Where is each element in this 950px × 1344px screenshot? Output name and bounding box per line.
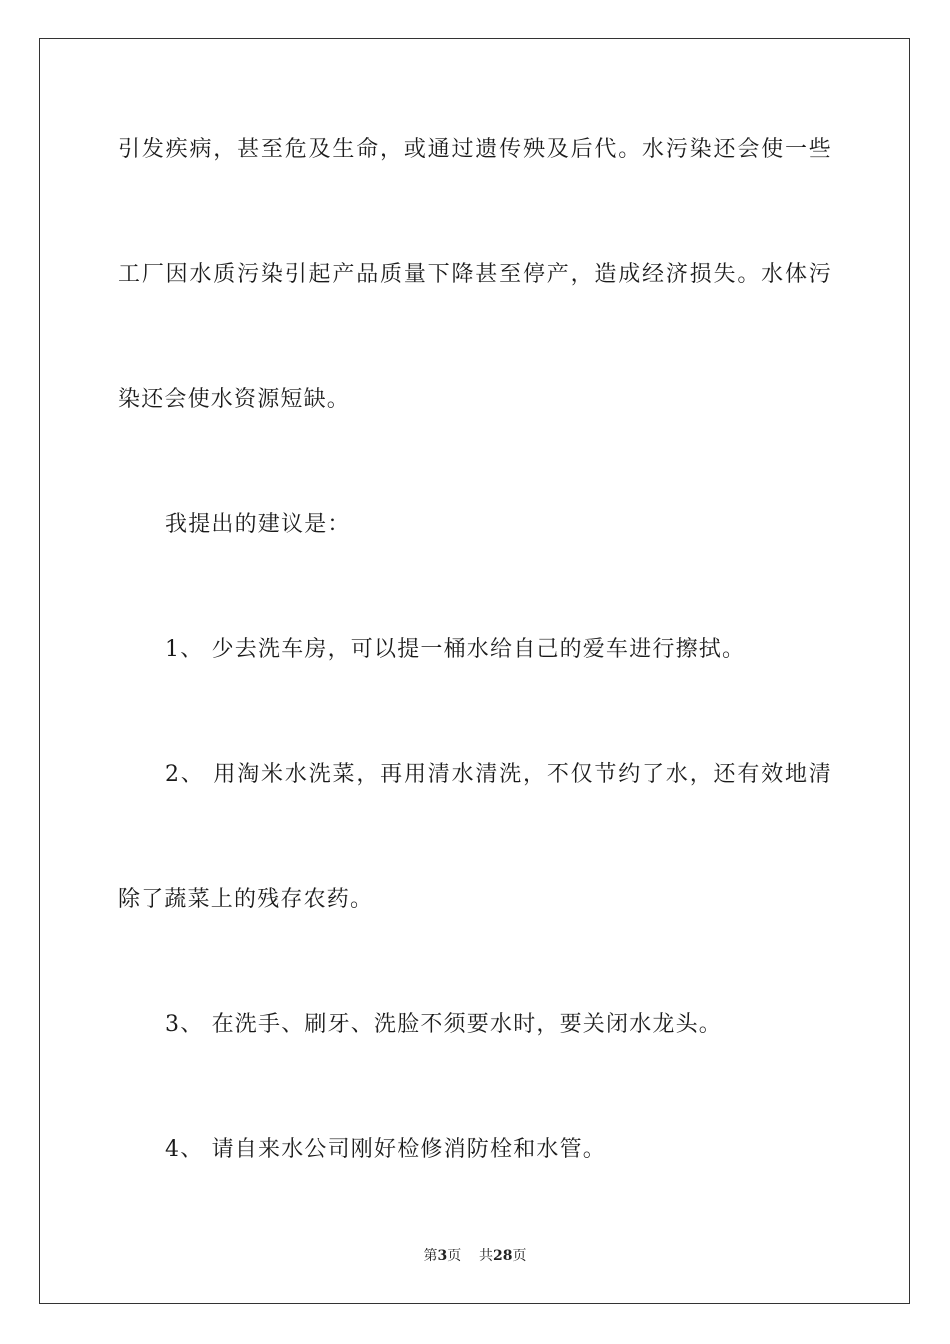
suggestion-item-2: 2、 用淘米水洗菜，再用清水清洗，不仅节约了水，还有效地清: [165, 762, 832, 787]
suggestion-item-4: 4、 请自来水公司刚好检修消防栓和水管。: [165, 1137, 606, 1162]
body-line-2: 工厂因水质污染引起产品质量下降甚至停产，造成经济损失。水体污: [118, 262, 832, 287]
page-border: [39, 38, 910, 1304]
total-suffix: 页: [512, 1248, 527, 1264]
total-pages: 28: [493, 1248, 513, 1264]
suggestion-item-2-continued: 除了蔬菜上的残存农药。: [118, 887, 374, 912]
suggestion-item-1: 1、 少去洗车房，可以提一桶水给自己的爱车进行擦拭。: [165, 637, 746, 662]
suggestion-heading: 我提出的建议是：: [165, 512, 351, 537]
suggestion-item-3: 3、 在洗手、刷牙、洗脸不须要水时，要关闭水龙头。: [165, 1012, 722, 1037]
page-number: 3: [437, 1248, 448, 1264]
total-prefix: 共: [479, 1248, 494, 1264]
body-line-1: 引发疾病，甚至危及生命，或通过遗传殃及后代。水污染还会使一些: [118, 137, 832, 162]
page-prefix: 第: [423, 1248, 438, 1264]
page-suffix: 页: [447, 1248, 462, 1264]
page-footer: [0, 1247, 950, 1265]
body-line-3: 染还会使水资源短缺。: [118, 387, 351, 412]
